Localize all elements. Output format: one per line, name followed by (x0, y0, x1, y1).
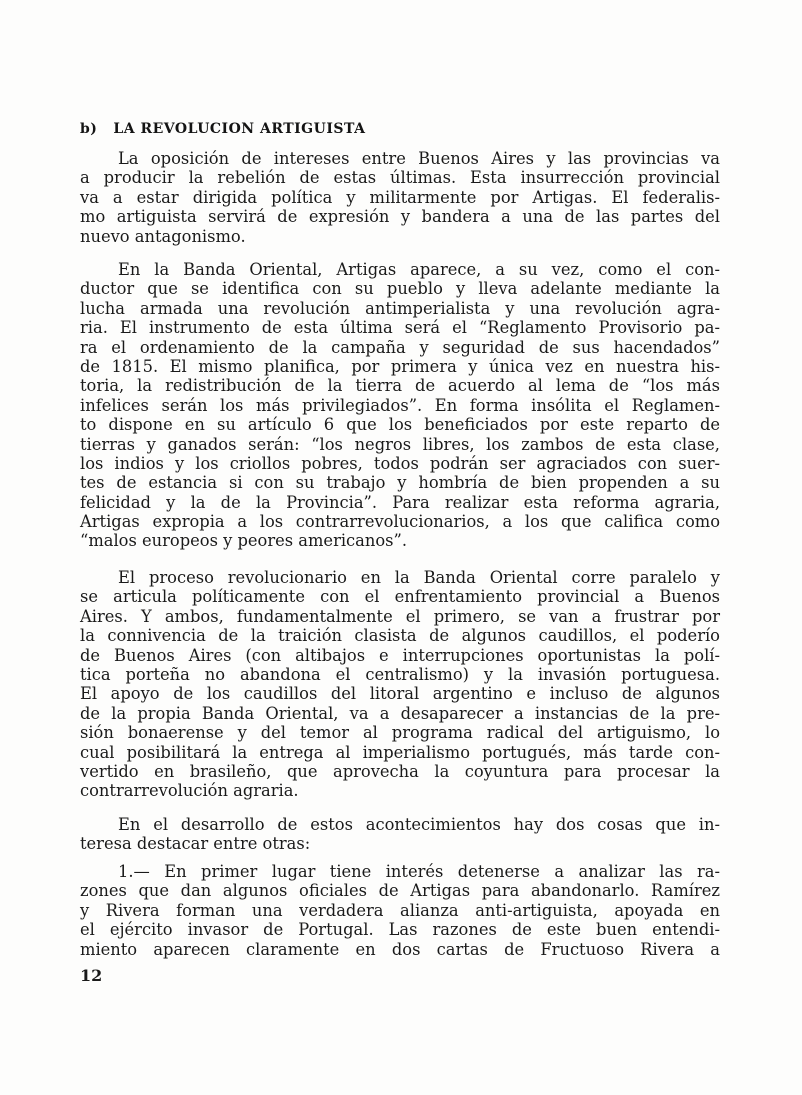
text-line: el ejército invasor de Portugal. Las razones de este buen entendi- (80, 920, 720, 940)
text-line: La oposición de intereses entre Buenos Aires y las provincias va (118, 149, 720, 168)
paragraph-1 (80, 149, 720, 246)
text-line: infelices serán los más privilegiados”. En forma insólita el Reglamen- (80, 395, 720, 415)
text-line: mo artiguista servirá de expresión y bandera a una de las partes del (80, 207, 720, 227)
text-line: de Buenos Aires (con altibajos e interrupciones oportunistas la polí- (80, 645, 720, 665)
section-title: LA REVOLUCION ARTIGUISTA (113, 121, 366, 137)
text-line: El proceso revolucionario en la Banda Oriental corre paralelo y (118, 568, 720, 587)
page-number: 12 (80, 966, 103, 985)
text-line: contrarrevolución agraria. (80, 781, 299, 801)
text-line: de 1815. El mismo planifica, por primera y única vez en nuestra his- (80, 356, 720, 376)
text-line: 1.— En primer lugar tiene interés detenerse a analizar las ra- (118, 862, 720, 881)
text-line: cual posibilitará la entrega al imperialismo portugués, más tarde con- (80, 742, 720, 762)
text-line: vertido en brasileño, que aprovecha la coyuntura para procesar la (80, 761, 720, 781)
paragraph-5 (80, 862, 720, 959)
text-line: “malos europeos y peores americanos”. (80, 531, 408, 551)
text-line: nuevo antagonismo. (80, 226, 246, 246)
text-line: va a estar dirigida política y militarmente por Artigas. El federalis- (80, 187, 720, 207)
text-line: y Rivera forman una verdadera alianza anti-artiguista, apoyada en (80, 900, 720, 920)
text-line: sión bonaerense y del temor al programa radical del artiguismo, lo (80, 723, 720, 743)
text-line: ria. El instrumento de esta última será el “Reglamento Provisorio pa- (80, 318, 720, 338)
text-line: miento aparecen claramente en dos cartas de Fructuoso Rivera a (80, 939, 720, 959)
text-line: tes de estancia si con su trabajo y hombría de bien propenden a su (80, 473, 720, 493)
text-line: tierras y ganados serán: “los negros libres, los zambos de esta clase, (80, 434, 720, 454)
paragraph-4 (80, 815, 720, 854)
text-line: la connivencia de la traición clasista de algunos caudillos, el poderío (80, 626, 720, 646)
text-line: zones que dan algunos oficiales de Artigas para abandonarlo. Ramírez (80, 881, 720, 901)
text-line: a producir la rebelión de estas últimas. Esta insurrección provincial (80, 168, 720, 188)
text-line: ductor que se identifica con su pueblo y lleva adelante mediante la (80, 279, 720, 299)
text-line: tica porteña no abandona el centralismo) y la invasión portuguesa. (80, 664, 720, 684)
paragraph-3 (80, 568, 720, 801)
text-line: toria, la redistribución de la tierra de acuerdo al lema de “los más (80, 376, 720, 396)
text-line: lucha armada una revolución antimperialista y una revolución agra- (80, 298, 720, 318)
text-line: felicidad y la de la Provincia”. Para realizar esta reforma agraria, (80, 492, 720, 512)
section-marker: b) (80, 121, 98, 137)
text-line: En la Banda Oriental, Artigas aparece, a su vez, como el con- (118, 260, 720, 279)
text-line: Artigas expropia a los contrarrevolucionarios, a los que califica como (80, 512, 720, 532)
text-line: En el desarrollo de estos acontecimientos hay dos cosas que in- (118, 815, 720, 834)
text-line: teresa destacar entre otras: (80, 834, 311, 854)
paragraph-2 (80, 260, 720, 551)
text-line: se articula políticamente con el enfrentamiento provincial a Buenos (80, 587, 720, 607)
text-line: de la propia Banda Oriental, va a desaparecer a instancias de la pre- (80, 703, 720, 723)
text-line: los indios y los criollos pobres, todos podrán ser agraciados con suer- (80, 453, 720, 473)
text-line: to dispone en su artículo 6 que los beneficiados por este reparto de (80, 415, 720, 435)
text-line: Aires. Y ambos, fundamentalmente el primero, se van a frustrar por (80, 606, 720, 626)
text-line: ra el ordenamiento de la campaña y seguridad de sus hacendados” (80, 337, 720, 357)
section-heading (80, 121, 366, 137)
text-line: El apoyo de los caudillos del litoral argentino e incluso de algunos (80, 684, 720, 704)
